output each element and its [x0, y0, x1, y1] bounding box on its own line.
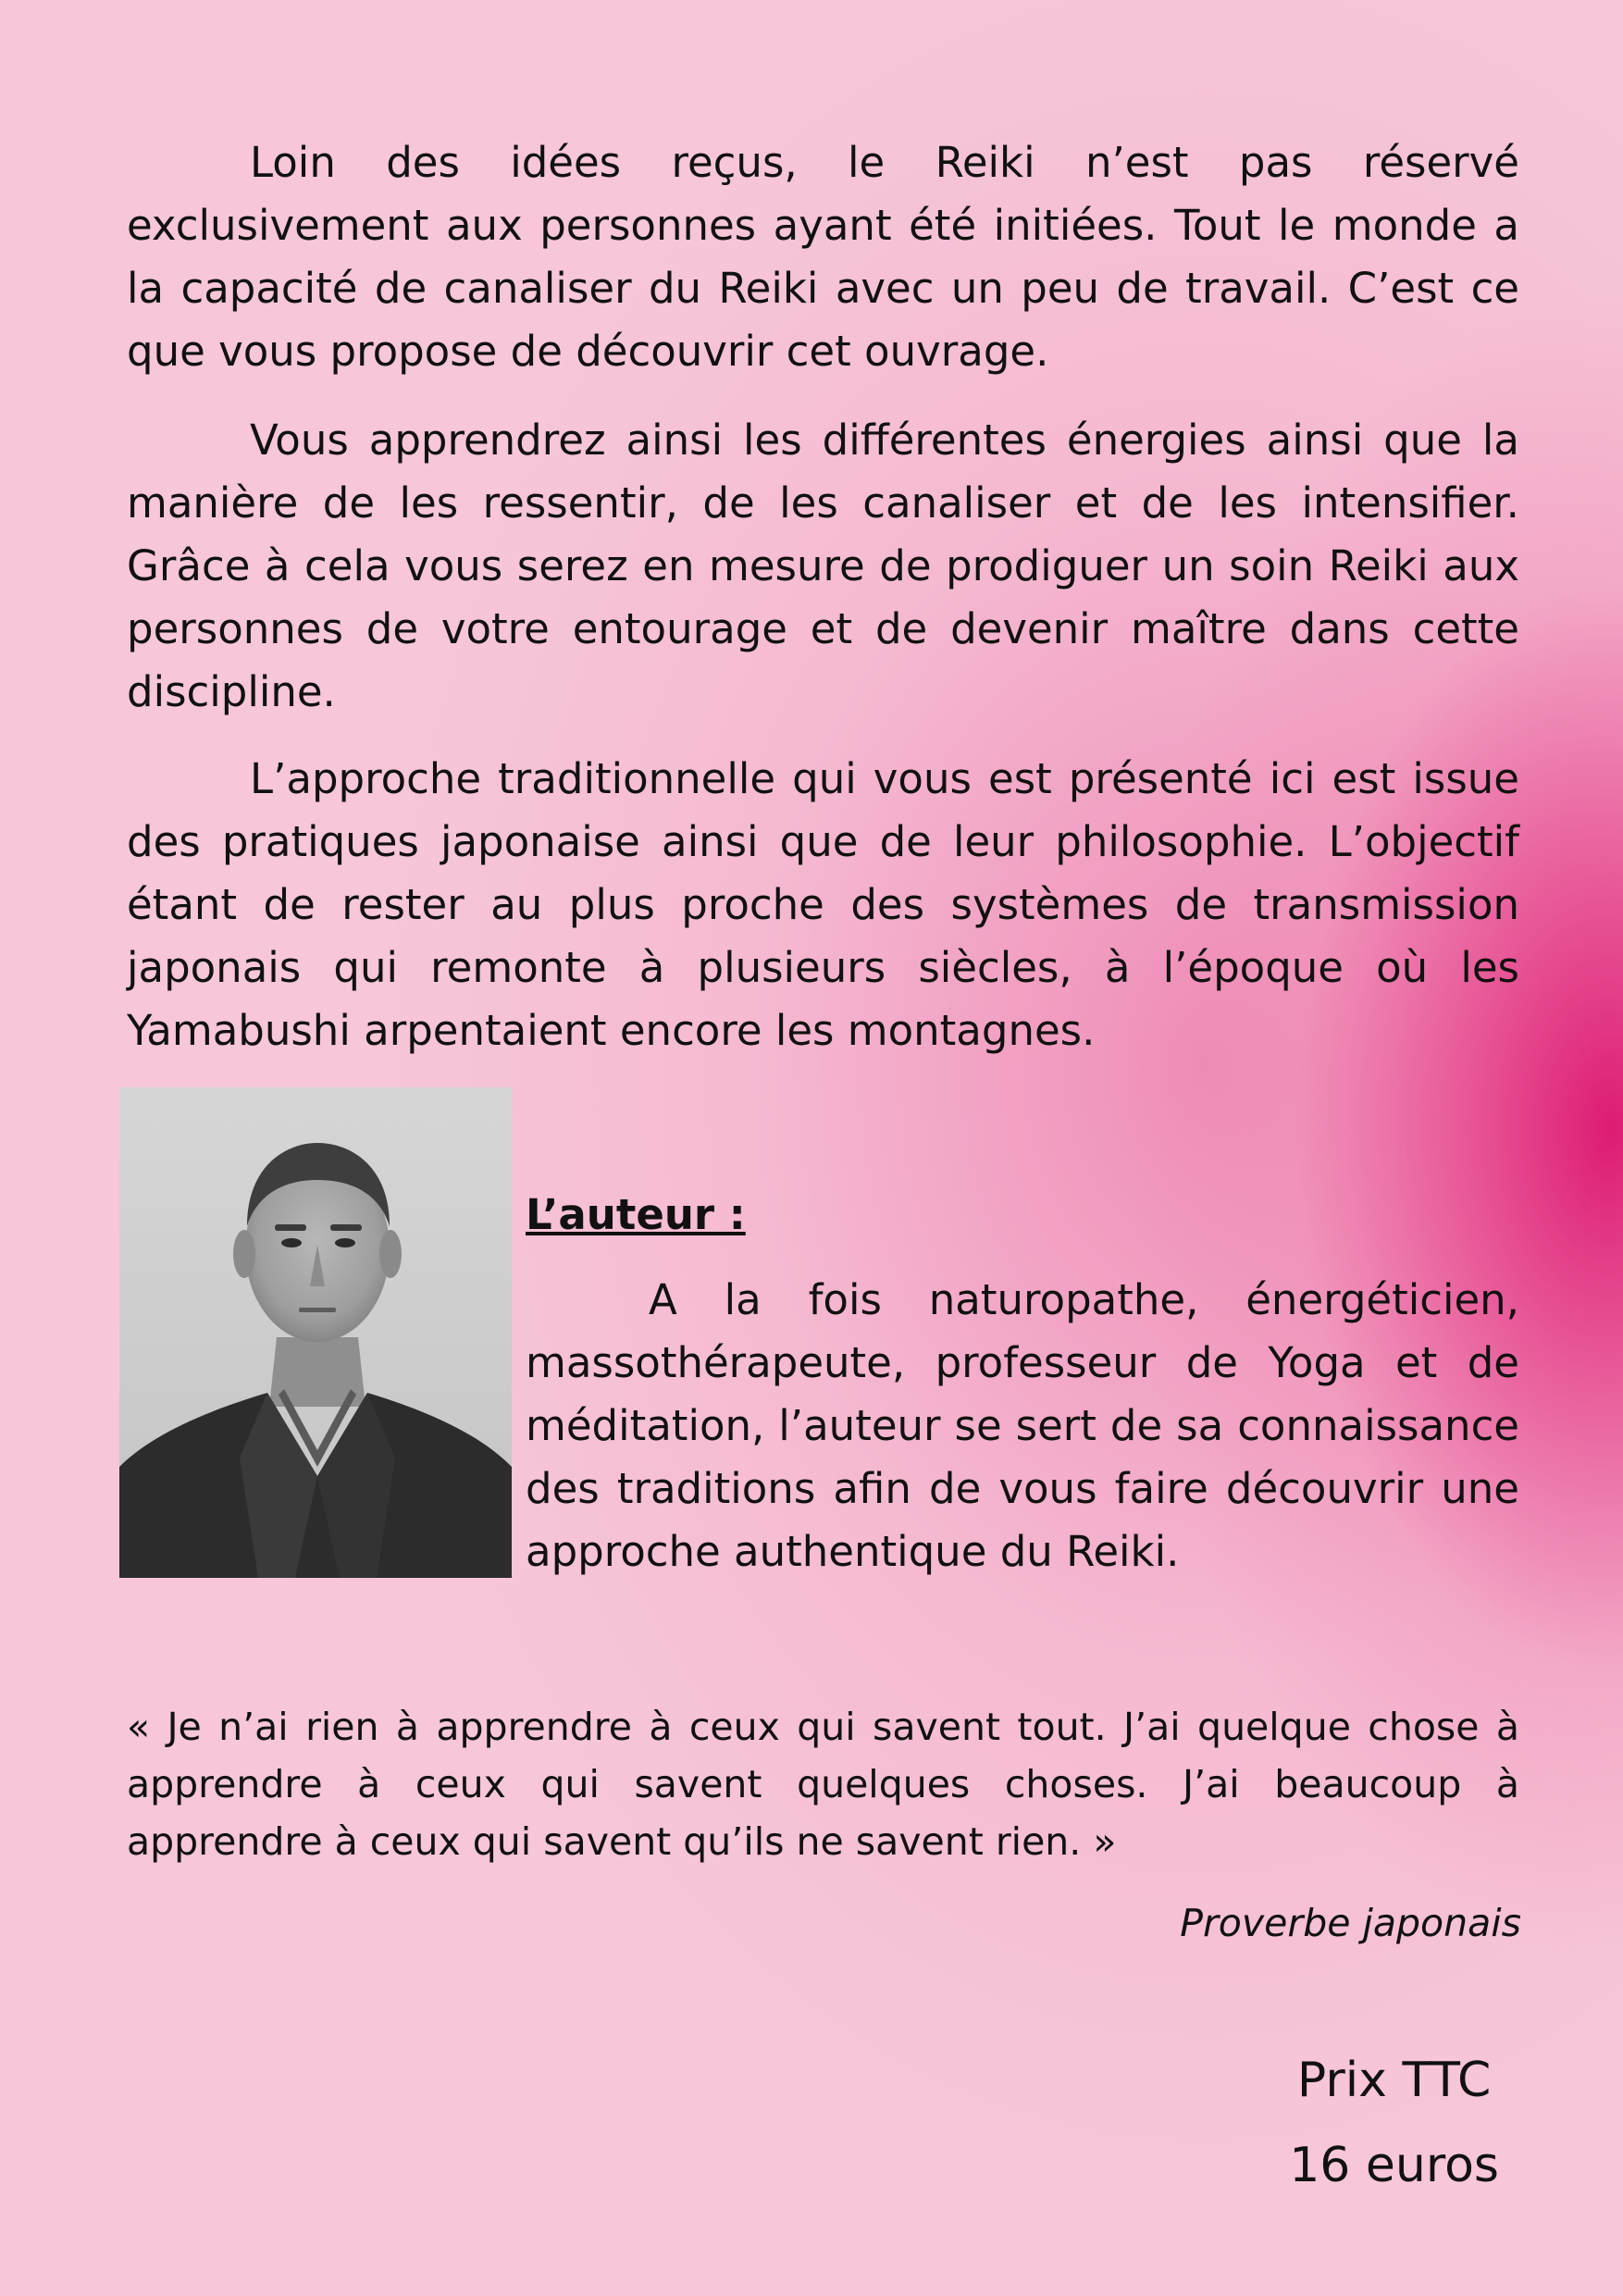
japanese-proverb-quote: « Je n’ai rien à apprendre à ceux qui savent tout. J’ai quelque chose à apprendre à ceux qui savent quelques choses. J’ai beaucoup à apprendre à ceux qui savent qu’ils ne savent rien. » [127, 1705, 1519, 1864]
quote-attribution: Proverbe japonais [1180, 1901, 1521, 1945]
tradition-paragraph: L’approche traditionnelle qui vous est présenté ici est issue des pratiques japonaise ainsi que de leur philosophie. L’objectif étant de rester au plus proche des systèmes de transmission japonais qui remonte à plusieurs siècles, à l’époque où les Yamabushi arpentaient encore les montagnes. [127, 754, 1519, 1055]
price-label: Prix TTC [1296, 2053, 1492, 2108]
author-photo [119, 1087, 512, 1578]
price-block [1289, 2038, 1499, 2208]
energies-paragraph: Vous apprendrez ainsi les différentes énergies ainsi que la manière de les ressentir, de les canaliser et de les intensifier. Grâce à cela vous serez en mesure de prodiguer un soin Reiki aux personnes de votre entourage et de devenir maître dans cette discipline. [127, 416, 1519, 716]
price-amount: 16 euros [1289, 2138, 1499, 2193]
author-heading: L’auteur : [526, 1190, 746, 1239]
intro-paragraph: Loin des idées reçus, le Reiki n’est pas réservé exclusivement aux personnes ayant été initiées. Tout le monde a la capacité de canaliser du Reiki avec un peu de travail. C’est ce que vous propose de découvrir cet ouvrage. [127, 138, 1519, 376]
author-bio: A la fois naturopathe, énergéticien, massothérapeute, professeur de Yoga et de méditation, l’auteur se sert de sa connaissance des traditions afin de vous faire découvrir une approche authentique du Reiki. [526, 1275, 1519, 1576]
